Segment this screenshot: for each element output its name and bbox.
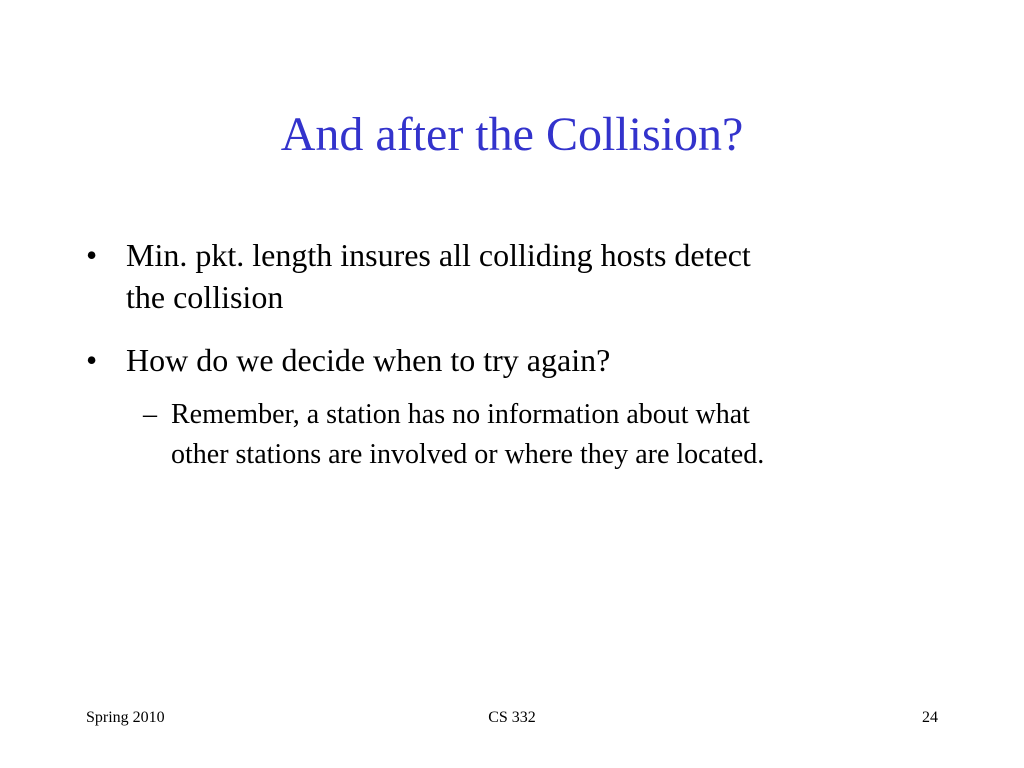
slide-title: And after the Collision?: [280, 108, 744, 161]
sub-bullet-line: Remember, a station has no information about what: [171, 399, 750, 430]
bullet-text: [126, 234, 751, 318]
sub-bullet-line: other stations are involved or where they are located.: [171, 439, 765, 470]
bullet-line: Min. pkt. length insures all colliding hosts detect: [126, 237, 751, 273]
bullet-marker: •: [86, 237, 98, 273]
sub-bullet-marker: –: [143, 399, 157, 430]
footer-page-number: 24: [922, 709, 938, 726]
bullet-marker: •: [86, 342, 98, 378]
bullet-item: [86, 339, 946, 384]
footer-term: Spring 2010: [86, 709, 165, 726]
bullet-item: [86, 234, 946, 324]
sub-bullet-item: [143, 395, 943, 475]
sub-bullet-text: [171, 395, 764, 475]
bullet-line: the collision: [126, 279, 284, 315]
bullet-text: [126, 339, 610, 381]
footer-course: CS 332: [488, 709, 536, 726]
bullet-line: How do we decide when to try again?: [126, 342, 611, 378]
